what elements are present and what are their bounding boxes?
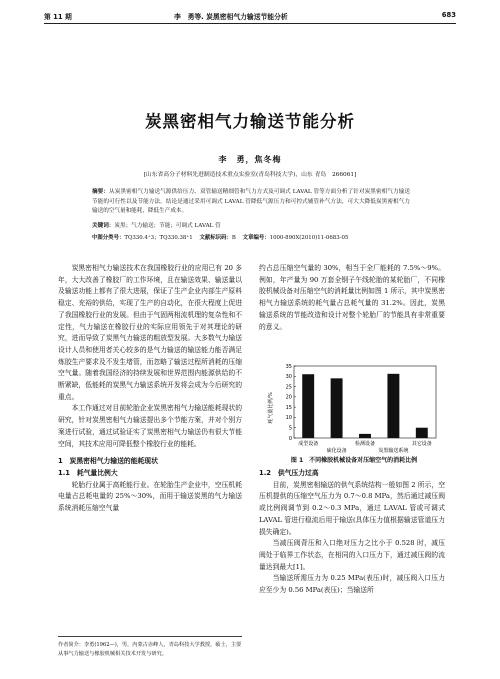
paragraph: 炭黑密相气力输送技术在我国橡胶行业的应用已有 20 多年，大大改善了橡胶厂的工作环境，且在输送效果、输送量以及输送功能上都有了很大进展，保证了生产企业内部生产原料稳定、充裕的供给，实现了生产的自动化，在很大程度上促进了我国橡胶行业的发展。但由于气固两相流机理的复杂性和不定性，气力输送在橡胶行业的实际应用领先于对其理论的研究，进而导致了炭黑气力输送的粗放型发展。大多数气力输送设计人员和使用者关心较多的是气力输送的输送能力能否满足炼胶生产要求及不发生堵管，而忽略了输送过程所消耗的压缩空气量。随着我国经济的持续发展和世界范围内能源供给的不断紧缺，低能耗的炭黑气力输送系统开发将会成为今后研究的重点。 [58, 264, 242, 401]
abstract-text: 从炭黑密相气力输送气源供给压力、双管输送精细管和气力方式及可调式 LAVAL 管等方面分析了针对炭黑密相气力输送节能的可行性以及节能方法。结论是通过采用可调式 LAVAL 管降低气源压力和可控式辅管补气方法，可大大降低炭黑密相气力输送的空气量和能耗，降低生产成本。 [92, 189, 410, 214]
paragraph: 当减压阀背压和入口绝对压力之比小于 0.528 时，减压阀处于临界工作状态，在相同的入口压力下，通过减压阀的流量达到最大[1]。 [259, 539, 445, 571]
bar [302, 374, 314, 438]
bar [416, 428, 428, 438]
subsection-heading: 1.1 耗气量比例大 [58, 468, 118, 477]
paragraph: 目前，炭黑密相输送的供气系统结构一般如图 2 所示，空压机提供的压缩空气压力为 0.7～0.8 MPa，然后通过减压阀或比例阀调节到 0.2～0.3 MPa，通过 LAVAL 管或可调式 LAVAL 管进行稳流后用于输送(具体压力值根据输送管道压力损失确定)。 [259, 480, 445, 536]
section-heading: 1 炭黑密相气力输送的能耗现状 [58, 457, 158, 466]
right-column-bottom [259, 468, 445, 597]
y-tick-label: 5 [288, 425, 292, 432]
class-label: 中图分类号： [92, 235, 125, 241]
y-axis-label: 耗气量比例/% [268, 392, 274, 424]
y-tick-label: 15 [285, 404, 292, 411]
x-tick-label: 其它设备 [411, 441, 432, 447]
plot-frame [294, 366, 436, 438]
left-column [58, 263, 242, 515]
classification-line [92, 233, 422, 241]
running-header [44, 11, 456, 24]
paragraph: 约占总压缩空气量的 30%，相当于全厂能耗的 7.5%～9%。例如，年产量为 90 万套全钢子午线轮胎的某轮胎厂，不同橡胶机械设备对压缩空气的消耗量比例如图 1 所示，其中炭黑密相气力输送系统的耗气量占总耗气量的 31.2%。因此，炭黑输送系统的节能改造和设计对整个轮胎厂的节能具有非常重要的意义。 [259, 264, 445, 331]
bar [387, 374, 399, 438]
bar [331, 378, 343, 438]
y-tick-label: 35 [285, 363, 292, 370]
affiliation: [山东省高分子材料先进制造技术重点实验室(青岛科技大学)，山东 青岛 266061] [143, 172, 357, 178]
y-tick-label: 25 [285, 384, 292, 391]
bar-chart [264, 362, 444, 454]
x-tick-label: 成型设备 [298, 441, 319, 447]
paragraph: 本工作通过对目前轮胎企业炭黑密相气力输送能耗现状的研究，针对炭黑密相气力输送提出多个节能方案，并对个别方案进行试验，通过试验证实了炭黑密相气力输送仍有很大节能空间，其技术应用可降低整个橡胶行业的能耗。 [58, 404, 242, 448]
abstract [92, 188, 410, 217]
doc-code-value: B [231, 235, 236, 241]
right-column-top [259, 263, 445, 333]
x-tick-label: 检测设备 [354, 441, 376, 447]
bar [359, 434, 371, 438]
paragraph: 轮胎行业属于高耗能行业。在轮胎生产企业中，空压机耗电量占总耗电量的 25%～30%，而用于输送炭黑的气力输送系统消耗压缩空气量 [58, 480, 242, 513]
issue-number: 第 11 期 [44, 13, 72, 21]
paragraph: 当输送所需压力为 0.25 MPa(表压)时，减压阀入口压力应至少为 0.56 MPa(表压)；当输送所 [259, 574, 445, 595]
keywords [92, 221, 410, 229]
class-value: TQ330.4⁺3；TQ330.38⁺1 [124, 235, 193, 241]
y-tick-label: 30 [285, 374, 292, 381]
y-tick-label: 10 [285, 415, 292, 422]
article-no-label: 文章编号： [242, 235, 270, 241]
abstract-label: 摘要： [92, 189, 110, 195]
keywords-label: 关键词： [92, 223, 115, 229]
page-number: 683 [441, 11, 456, 19]
keywords-text: 炭黑；气力输送；节能；可调式 LAVAL 管 [114, 223, 221, 229]
y-tick-label: 20 [285, 394, 292, 401]
doc-code-label: 文献标识码： [199, 235, 232, 241]
figure-caption: 图 1 不同橡胶机械设备对压缩空气的消耗比例 [290, 457, 418, 464]
author-footnote: 作者简介：李勇(1962—)，男，内蒙古赤峰人，青岛科技大学教授，硕士，主要从事气力输送与橡胶机械相关技术开发与研究。 [58, 636, 242, 659]
x-tick-label: 炭黑输送系统 [378, 448, 409, 454]
y-tick-label: 0 [288, 435, 292, 442]
article-no-value: 1000-890X(2010)11-0683-05 [269, 235, 349, 241]
running-title: 李 勇等. 炭黑密相气力输送节能分析 [174, 13, 288, 21]
x-tick-label: 硫化设备 [326, 448, 347, 454]
authors: 李 勇，焦冬梅 [218, 154, 282, 164]
subsection-heading: 1.2 供气压力过高 [259, 469, 319, 477]
article-title: 炭黑密相气力输送节能分析 [145, 112, 355, 131]
